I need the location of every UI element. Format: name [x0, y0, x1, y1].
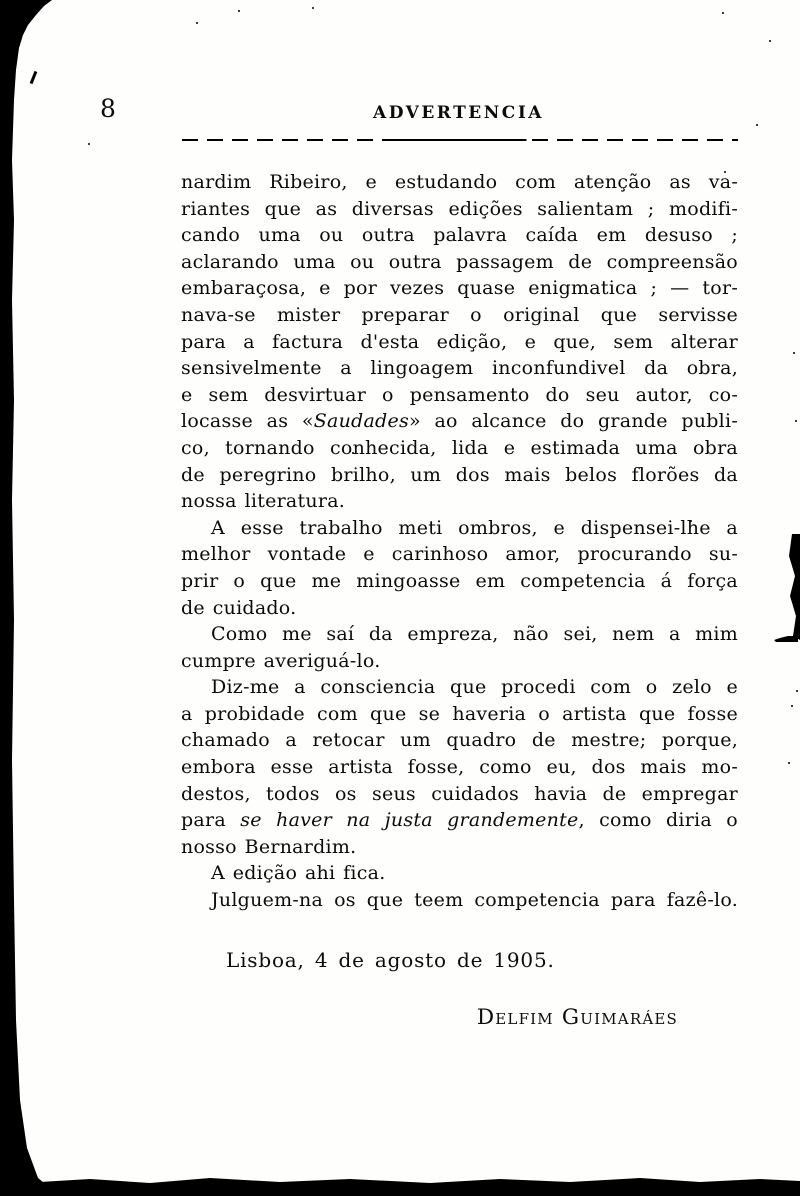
- text-segment: A esse trabalho meti ombros, e dispensei-lhe a: [211, 516, 738, 539]
- scan-artifact-bottom-edge: [0, 1174, 800, 1196]
- signature: Delfim Guimaráes: [476, 1005, 678, 1030]
- ink-speckle: [791, 705, 793, 707]
- text-line: [181, 169, 738, 196]
- text-segment: , como diria o: [578, 809, 738, 832]
- ink-speckle: [769, 40, 771, 42]
- scan-artifact-left-tick: [30, 71, 38, 84]
- ink-speckle: [795, 420, 797, 422]
- text-segment: A edição ahi fica.: [211, 862, 386, 885]
- text-segment: » ao alcance do grande publi-: [408, 410, 738, 433]
- page-number: 8: [100, 94, 116, 123]
- text-segment: para: [181, 809, 241, 832]
- text-segment: de peregrino brilho, um dos mais belos florões da: [181, 463, 738, 486]
- text-line: [181, 515, 738, 542]
- text-segment: Diz-me a consciencia que procedi com o zelo e: [211, 676, 738, 699]
- text-line: [181, 781, 738, 808]
- text-line: [181, 302, 738, 329]
- text-line: [181, 355, 738, 382]
- text-segment: locasse as «: [181, 410, 314, 433]
- text-segment: para a factura d'esta edição, e que, sem alterar: [181, 330, 738, 353]
- paragraph: [181, 169, 738, 515]
- text-line: [181, 595, 738, 622]
- header-rule: [182, 139, 738, 141]
- ink-speckle: [196, 22, 198, 24]
- ink-speckle: [788, 762, 790, 764]
- text-line: [181, 222, 738, 249]
- text-line: [181, 701, 738, 728]
- running-title: ADVERTENCIA: [373, 103, 544, 123]
- ink-speckle: [793, 352, 795, 354]
- text-segment: riantes que as diversas edições salientam ; modifi-: [181, 197, 738, 220]
- paragraph: [181, 515, 738, 621]
- paragraph: [181, 621, 738, 674]
- text-segment: sensivelmente a lingoagem inconfundivel da obra,: [181, 357, 738, 380]
- ink-speckle: [88, 143, 90, 145]
- text-line: [181, 541, 738, 568]
- scan-artifact-right-dash: [774, 636, 798, 642]
- text-segment: e sem desvirtuar o pensamento do seu autor, co-: [181, 383, 738, 406]
- text-segment: de cuidado.: [181, 596, 297, 619]
- italic-text: se haver na justa grandemente: [240, 809, 579, 832]
- text-line: [181, 488, 738, 515]
- text-line: [181, 674, 738, 701]
- text-segment: co, tornando conhecida, lida e estimada uma obra: [181, 436, 738, 459]
- text-line: [181, 408, 738, 435]
- text-line: [181, 382, 738, 409]
- text-line: [181, 754, 738, 781]
- text-line: [181, 249, 738, 276]
- text-line: [181, 329, 738, 356]
- ink-speckle: [238, 10, 240, 12]
- date-line: Lisboa, 4 de agosto de 1905.: [226, 948, 555, 972]
- body-text: [181, 169, 738, 914]
- text-segment: destos, todos os seus cuidados havia de empregar: [181, 782, 738, 805]
- text-line: [181, 196, 738, 223]
- ink-speckle: [312, 7, 314, 9]
- ink-speckle: [722, 12, 724, 14]
- text-line: [181, 727, 738, 754]
- text-line: [181, 435, 738, 462]
- text-line: [181, 807, 738, 834]
- scan-artifact-right-streak: [786, 534, 800, 640]
- text-segment: embaraçosa, e por vezes quase enigmatica ; — tor-: [181, 277, 738, 300]
- text-line: [181, 648, 738, 675]
- text-segment: melhor vontade e carinhoso amor, procurando su-: [181, 543, 738, 566]
- paragraph: [181, 887, 738, 914]
- text-line: [181, 568, 738, 595]
- text-segment: nava-se mister preparar o original que servisse: [181, 303, 738, 326]
- ink-speckle: [796, 690, 798, 692]
- text-segment: nossa literatura.: [181, 490, 346, 513]
- paragraph: [181, 860, 738, 887]
- text-segment: nardim Ribeiro, e estudando com atenção as va-: [181, 171, 738, 193]
- text-segment: embora esse artista fosse, como eu, dos mais mo-: [181, 756, 738, 779]
- text-segment: cando uma ou outra palavra caída em desuso ;: [181, 224, 738, 247]
- scan-artifact-left-edge: [0, 0, 70, 1196]
- text-segment: nosso Bernardim.: [181, 835, 357, 858]
- text-segment: chamado a retocar um quadro de mestre; porque,: [181, 729, 738, 752]
- paragraph: [181, 674, 738, 860]
- text-segment: a probidade com que se haveria o artista que fosse: [181, 702, 738, 725]
- text-line: [181, 834, 738, 861]
- text-line: [181, 860, 738, 887]
- italic-text: Saudades: [313, 410, 409, 433]
- text-segment: Como me saí da empreza, não sei, nem a mim: [211, 623, 738, 646]
- text-segment: prir o que me mingoasse em competencia á força: [181, 569, 738, 592]
- ink-speckle: [756, 124, 758, 126]
- text-segment: cumpre averiguá-lo.: [181, 649, 381, 672]
- text-line: [181, 887, 738, 914]
- text-line: [181, 621, 738, 648]
- text-segment: aclarando uma ou outra passagem de compreensão: [181, 250, 738, 273]
- text-line: [181, 462, 738, 489]
- text-segment: Julguem-na os que teem competencia para fazê-lo.: [211, 889, 738, 912]
- text-line: [181, 275, 738, 302]
